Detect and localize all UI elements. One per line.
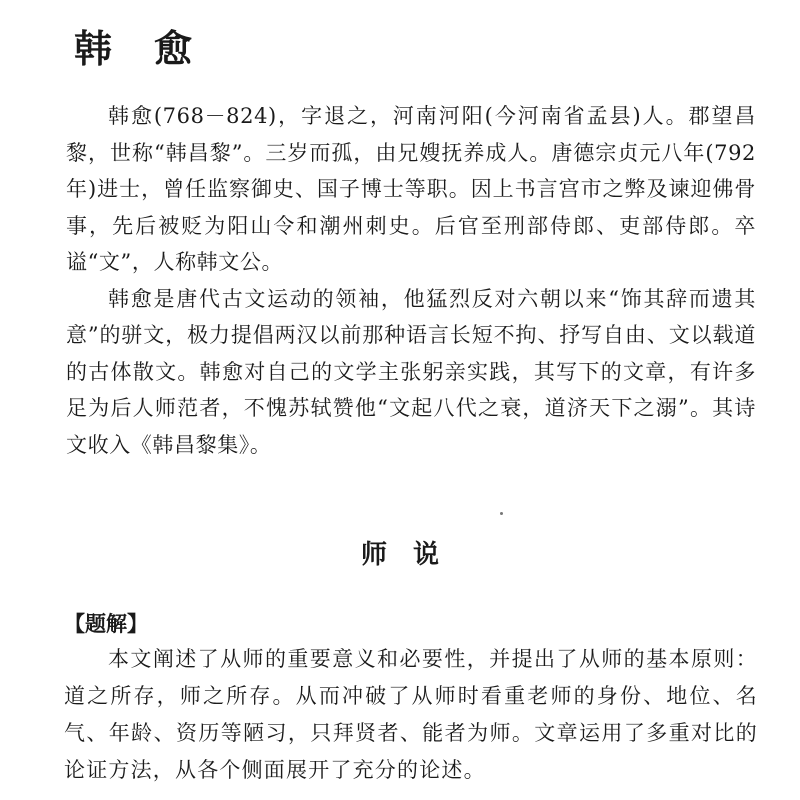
bio-paragraph-1: 韩愈(768－824)，字退之，河南河阳(今河南省孟县)人。郡望昌黎，世称“韩昌黎”。三岁而孤，由兄嫂抚养成人。唐德宗贞元八年(792年)进士，曾任监察御史、国子博士等职。因上书言宫市之弊及谏迎佛骨事，先后被贬为阳山令和潮州刺史。后官至刑部侍郎、吏部侍郎。卒谥“文”，人称韩文公。 xyxy=(66,104,756,274)
bio-paragraph-2: 韩愈是唐代古文运动的领袖，他猛烈反对六朝以来“饰其辞而遗其意”的骈文，极力提倡两汉以前那种语言长短不拘、抒写自由、文以载道的古体散文。韩愈对自己的文学主张躬亲实践，其写下的文章，有许多足为后人师范者，不愧苏轼赞他“文起八代之衰，道济天下之溺”。其诗文收入《韩昌黎集》。 xyxy=(66,286,756,457)
author-heading: 韩愈 xyxy=(74,27,235,71)
section-label-tijie: 【题解】 xyxy=(64,612,148,636)
essay-title: 师说 xyxy=(360,540,465,570)
print-speck xyxy=(500,512,503,515)
intro-paragraph: 本文阐述了从师的重要意义和必要性，并提出了从师的基本原则：道之所存，师之所存。从而冲破了从师时看重老师的身份、地位、名气、年龄、资历等陋习，只拜贤者、能者为师。文章运用了多重对比的论证方法，从各个侧面展开了充分的论述。 xyxy=(64,647,758,782)
author-biography xyxy=(66,98,756,463)
essay-introduction xyxy=(64,641,758,789)
